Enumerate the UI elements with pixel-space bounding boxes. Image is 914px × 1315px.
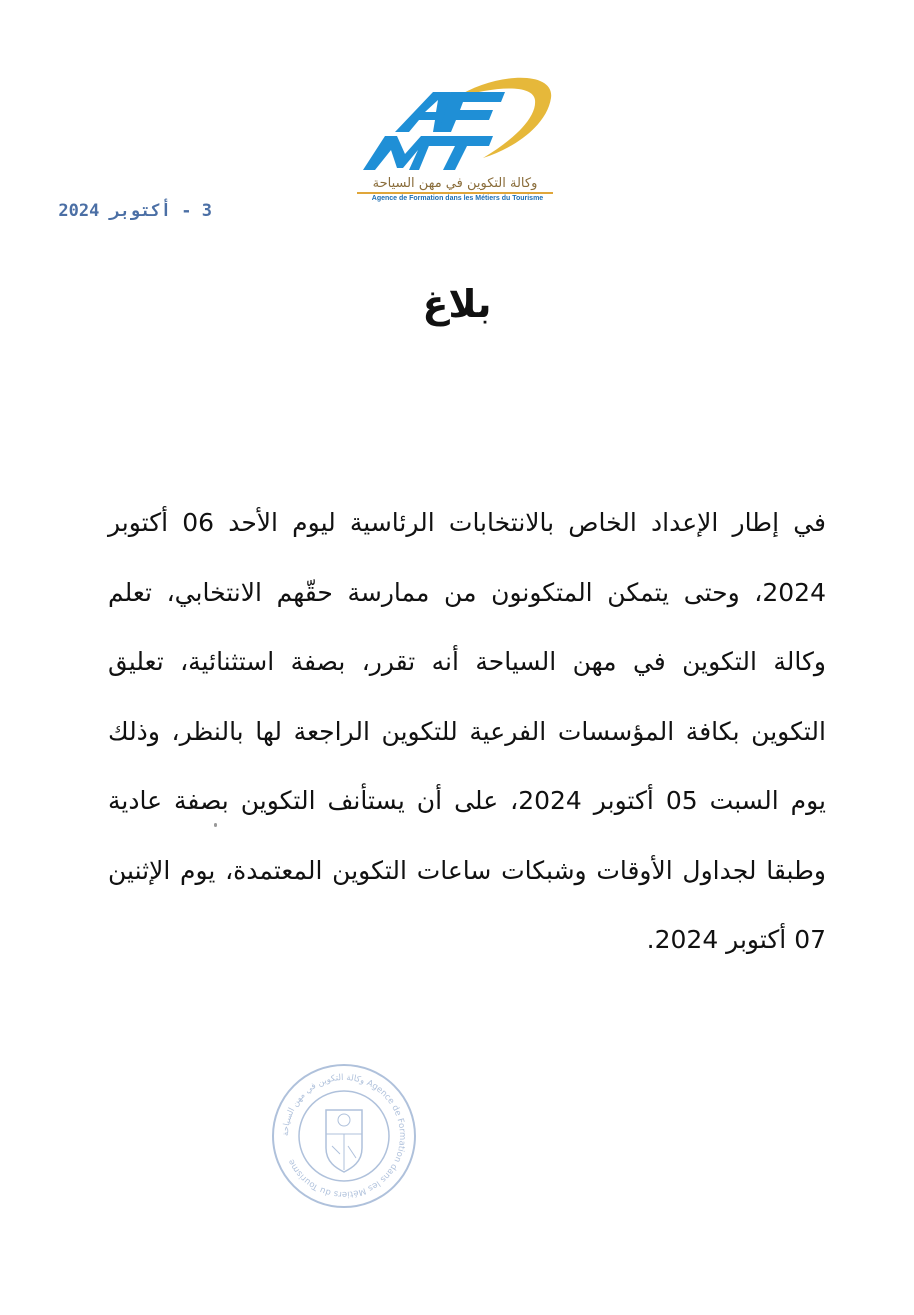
date-month: أكتوبر bbox=[109, 201, 171, 221]
date-separator: - bbox=[181, 201, 192, 221]
date-year: 2024 bbox=[58, 201, 100, 221]
afmt-logo-icon bbox=[355, 70, 560, 180]
logo-arabic-name: وكالة التكوين في مهن السياحة bbox=[372, 176, 538, 191]
logo-french-name: Agence de Formation dans les Métiers du Tourisme bbox=[371, 195, 544, 202]
seal-icon bbox=[270, 1062, 418, 1210]
date-day: 3 bbox=[201, 201, 212, 221]
scan-speck bbox=[214, 823, 217, 827]
seal-text: وكالة التكوين في مهن السياحة Agence de Formation dans les Métiers du Tourisme bbox=[280, 1072, 408, 1200]
date-stamp bbox=[58, 201, 212, 231]
logo-divider bbox=[357, 192, 553, 194]
announcement-body: في إطار الإعداد الخاص بالانتخابات الرئاسية ليوم الأحد 06 أكتوبر 2024، وحتى يتمكن المتكونون من ممارسة حقّهم الانتخابي، تعلم وكالة التكوين في مهن السياحة أنه تقرر، بصفة استثنائية، تعليق التكوين بكافة المؤسسات الفرعية للتكوين الراجعة لها بالنظر، وذلك يوم السبت 05 أكتوبر 2024، على أن يستأنف التكوين بصفة عادية وطبقا لجداول الأوقات وشبكات ساعات التكوين المعتمدة، يوم الإثنين 07 أكتوبر 2024. bbox=[108, 508, 826, 954]
document-title: بلاغ bbox=[422, 282, 492, 326]
agency-logo bbox=[355, 70, 560, 220]
official-seal bbox=[270, 1062, 418, 1210]
